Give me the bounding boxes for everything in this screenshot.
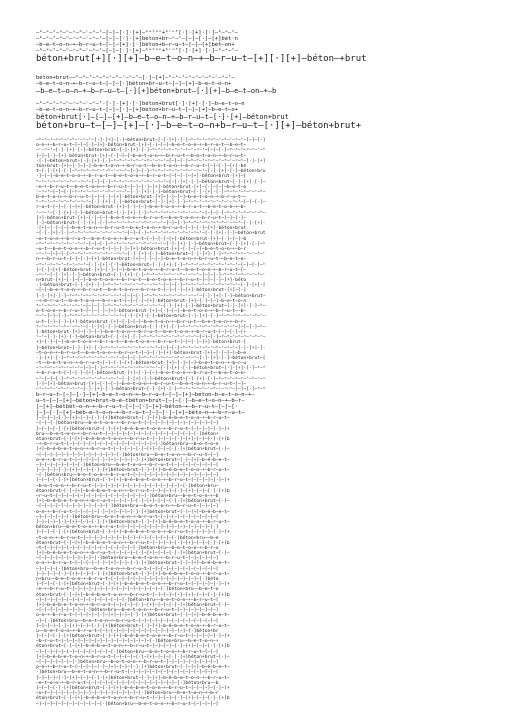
poem-line: ᵇ—ᵉ—ᵗ—ᵒ—ⁿ—⁺—ᵇ—ʳ—ᵘ—ᵗ—[·]·[+]·[·]—béton+brut—[·]·[+]·[·]—ᵇ—ᵉ—ᵗ—ᵒ—ⁿ—⁺—ᵇ—ʳ—ᵘ—ᵗ—[—]—[·]— [36,200,266,206]
poem-line: —+—b—r—u—t—[—]—[—]—[—]—[—]—[—]—[—]—[—]—[—]—[·]béton+bru——b—e—t—o—n [36,442,219,448]
poem-line: —ᵗ—[—]—[·]—ᵇ—ᵉ—ᵗ—ᵒ—ⁿ—⁺—ᵇ—ʳ—ᵘ—ᵗ—[·]·[+]·[·]—béton+brut—[·]·[+]·[·]—ᵇ—ᵉ—ᵗ—ᵒ—ⁿ—⁺—ᵇ—ʳ—ᵘ [36,376,266,382]
poem-line: ·]·[+]·[·]—ᵇ—ᵉ—ᵗ—ᵒ—ⁿ—⁺—ᵇ—ʳ—ᵘ—ᵗ—[—]—[·]—ᵇ—ᵉ—ᵗ—ᵒ—ⁿ—⁺—ᵇ—ʳ—ᵘ—ᵗ—[·]·[+]·[·]—béton+brut—[ [36,355,266,361]
poem-line: [+]—b—é—b—e—t—o—n—+—b—r—u—t—[—]—[—]—[·]—[+]—[—]—[·]·[+]béton+brut—[·]— [36,447,230,453]
poem-line: ]·béton+brut·[+]—[·]—[—]—b—e—t—o—n—+—b—r—u—t——b—e—t—o—n—+—b—r—u—t—[—]—[·]—[+ [36,329,247,335]
poem-line: o—n—+—b—r—u—t—[—]—[—]—[·]—[+]—[—]—[·]·[+]béton+brut—[·]—[+]—b—é—b—e—t— [36,509,230,515]
poem-line: [+]—b—é—b—e—t—o—n—+—b—r—u—t—[—]—[—]—[·]—[+]—[—]—[·]·[+]béton+brut—[·]— [36,654,230,660]
poem-line: ]—[—]—[·]·[+]béton+brut—[·]—[+]—b—é—b—e—t—o—n—+—b—r—u—t—[—]—[—]—[·]—[+ [36,426,230,432]
poem-line: —u—t——b—e—t—o—n—+—b—r—u—t—[—]—[·]—[+]·béton+brut·[+]—[·]—[—]—b—e—t—o—n—+—b—r [36,246,247,252]
poem-line: [+]·béton+brut·[+]—[·]—[—]—b—e—t—o—n—+—b—r—u—t——b—e—t—o—n—+—b—r—u—t—[—]—[·]— [36,215,247,221]
poem-line: béton+brut——ᵇ—ᵉ—ᵗ—ᵒ—ⁿ—⁺—ᵇ—ʳ—ᵘ—ᵗ—[·]—[+]—ᵇ—ᵉ—ᵗ—ᵒ—ⁿ—⁺—ᵇ—ʳ—ᵘ—ᵗ— [36,75,235,81]
poem-line: o—n—+—b—r—u—t—[—]—[·]—[+]·béton+brut·[+]—[·]—[—]—b—e—t—o—n—+—b—r—u—t——b—e—t— [36,143,247,149]
poem-line: [—]—[—]—[·]—[+]—[—]—[·]·[+]béton+brut—[·]—[+]—b—é—b—e—t—o—n—+—b—r—u—t— [36,468,230,474]
poem-line: ]—[—]—[·]·[+]béton+brut—[·]—[+]—b—é—b—e—t—o—n—+—b—r—u—t—[—]—[—]—[·]—[+ [36,582,230,588]
poem-line: —ᵇ—ᵉ—ᵗ—ᵒ—ⁿ—⁺—ᵇ—ʳ—ᵘ—ᵗ—[—]—[·]·[+]—ᵇᵉᵗᵒⁿ+ᵇʳᵘᵗ[·]·[+]·[·]—ᵇ—ᵉ—ᵗ— [36,48,238,54]
poem-line: —ᵘ—ᵗ—[·]·[+]·[·]—béton+brut—[·]·[+]·[·]—ᵇ—ᵉ—ᵗ—ᵒ—ⁿ—⁺—ᵇ—ʳ—ᵘ—ᵗ—[—]—[·]—ᵇ—ᵉ—ᵗ—ᵒ—ⁿ—⁺—ᵇ—ʳ [36,272,266,278]
poem-line: ]—[—]—[·]·[+]béton+brut—[·]—[+]—b—é—b—e—t—o—n—+—b—r—u—t—[—]—[—]—[·]—[+ [36,478,230,484]
poem-line: [+]—b—é—b—e—t—o—n—+—b—r—u—t—[—]—[—]—[·]—[+]—[—]—[·]·[+]béton+brut—[·]— [36,551,230,557]
poem-line: [—]—[—]—[·]—[+]—[—]—[·]·[+]béton+brut—[·]—[+]—b—é—b—e—t—o—n—+—b—r—u—t— [36,571,230,577]
poem-line: béton+bru—t—[—]—[+]—[·]—b—e—t—o—n+b—r—u—t—[·][+]—béton+brut+ [36,121,362,131]
poem-line: ·]—béton+brut—[·]·[+]·[·]—ᵇ—ᵉ—ᵗ—ᵒ—ⁿ—⁺—ᵇ—ʳ—ᵘ—ᵗ—[—]—[·]—ᵇ—ᵉ—ᵗ—ᵒ—ⁿ—⁺—ᵇ—ʳ—ᵘ—ᵗ—[·]·[+]·[ [36,283,266,289]
poem-line: ᵘ—ᵗ—[·]·[+]·[·]—béton+brut—[·]·[+]·[·]—ᵇ—ᵉ—ᵗ—ᵒ—ⁿ—⁺—ᵇ—ʳ—ᵘ—ᵗ—[—]—[·]—ᵇ—ᵉ—ᵗ—ᵒ—ⁿ—⁺—ᵇ—ʳ— [36,335,266,341]
poem-line: —t—o—n—+—b—r—u—t—[—]—[—]—[—]—[—]—[—]—[—]—[—]—[—]—[·]béton+bru——b—e [36,535,219,541]
poem-line: —+—b—r—u—t——b—e—t—o—n—+—b—r—u—t—[—]—[·]—[+]·béton+brut·[+]—[·]—[—]—b—e—t—o—n [36,298,247,304]
poem-line: u—t—[—]—[+]—béton+brut—b—é—tbéton+brut—[—]—[·]—b—e—t—o—n—+—b—r— [36,398,245,405]
poem-line: ]—[·]—[+]·béton+brut·[+]—[·]—[—]—b—e—t—o—n—+—b—r—u—t——b—e—t—o—n—+—b—r—u—t—[— [36,267,247,273]
poem-line: [·]·[+]·[·]—ᵇ—ᵉ—ᵗ—ᵒ—ⁿ—⁺—ᵇ—ʳ—ᵘ—ᵗ—[—]—[·]—ᵇ—ᵉ—ᵗ—ᵒ—ⁿ—⁺—ᵇ—ʳ—ᵘ—ᵗ—[·]·[+]·[·]—béton+brut— [36,293,266,299]
poem-line: —[—]—[—]—[—]—[·]béton+bru——b—e—t—o—n—+—b—r—u—t—[—]—[—]—[—]—[—]—[—] [36,660,219,665]
poem-line: —]—[—]—[—]—[—]—[·]béton+bru——b—e—t—o—n—+—b—r—u—t—[—]—[—]—[—]—[—]—[ [36,462,219,468]
poem-line: b—r—u—t—[—]—[·]—[+]—b—e—t—o—n—+—b—r—u—t—[—]—[+]—béton—b—e—t—o—n—+— [36,392,255,399]
poem-line: —n—+—b—r—u—t——b—e—t—o—n—+—b—r—u—t—[—]—[·]—[+]·béton+brut·[+]—[·]—[—]—b—e—t—o [36,184,247,190]
poem-line: b—e—t—o—n—+—b—r—u—t—[—]—[·]—[+]·béton+brut·[+]—[·]—[—]—b—e—t—o—n—+—b—r—u—t—— [36,195,247,201]
poem-line: —b—e—t—o—n—+—b—r—u—t—[—]—[—]—[—]—[—]—[—]—[—]—[—]—[—]—[·]béton+bru— [36,483,219,489]
poem-line: ]—[—]—[·]·[+]béton+brut—[·]—[+]—b—é—b—e—t—o—n—+—b—r—u—t—[—]—[—]—[·]—[+ [36,530,230,536]
poem-line: —t—o—n—+—b—r—u—t——b—e—t—o—n—+—b—r—u—t—[—]—[·]—[+]·béton+brut·[+]—[·]—[—]—b—e [36,350,247,356]
poem-line: —]—[—]—[—]—[·]béton+bru——b—e—t—o—n—+—b—r—u—t—[—]—[—]—[—]—[—]—[—]—[ [36,514,219,520]
poem-line: —ᵘ—ᵗ—[—]—[·]—ᵇ—ᵉ—ᵗ—ᵒ—ⁿ—⁺—ᵇ—ʳ—ᵘ—ᵗ—[·]·[+]·[·]—béton+brut—[·]·[+]·[·]—ᵇ—ᵉ—ᵗ—ᵒ—ⁿ—⁺—ᵇ—ʳ [36,252,266,258]
poem-line: —[—]—[—]—[—]—[—]—[—]—[—]—[—]—[·]béton+bru——b—e—t—o—n—+—b—r—u—t—[—] [36,452,219,458]
poem-line: [—]—[—]—[·]—[+]—[—]—[·]·[+]béton+brut—[·]—[+]—b—é—b—e—t—o—n—+—b—r—u—t— [36,623,230,629]
poem-line: [—]—[·]—[+]—béb—e—t—o—n—+—b—r—u—t—[—]—[·]—[+]—béto—n—+—b—r—u—t— [36,410,245,417]
poem-line: —ᵗ—ᵒ—ⁿ—⁺—ᵇ—ʳ—ᵘ—ᵗ—[·]·[+]·[·]—béton+brut—[·]·[+]·[·]—ᵇ—ᵉ—ᵗ—ᵒ—ⁿ—⁺—ᵇ—ʳ—ᵘ—ᵗ—[—]—[·]—ᵇ—ᵉ [36,387,266,392]
poem-line: —ᵇ—ᵉ—ᵗ—ᵒ—ⁿ—⁺—ᵇ—ʳ—ᵘ—ᵗ—[—]—[·]·[+]—ᵇᵉᵗᵒⁿ+ᵇʳᵘᵗ[·]·[+]·[·]—ᵇ—ᵉ—ᵗ— [36,30,238,36]
poem-line: u—t—[—]—[·]—[+]·béton+brut·[+]—[·]—[—]—b—e—t—o—n—+—b—r—u—t——b—e—t—o—n—+—b—r— [36,319,247,325]
poem-line: ·]—[—]—b—e—t—o—n—+—b—r—u—t——b—e—t—o—n—+—b—r—u—t—[—]—[·]—[+]·béton+brut·[+]—[ [36,174,247,180]
poem-line: bru——b—e—t—o—n—+—b—r—u—t—[—]—[—]—[—]—[—]—[—]—[—]—[—]—[—]—[·]béton+ [36,431,219,437]
poem-line: —]—[—]—[—]—[—]—[—]—[—]—[·]béton+bru——b—e—t—o—n—+—b—r—u—t—[—]—[—]—[ [36,701,219,707]
poem-line: +]—[·]—[—]—b—e—t—o—n—+—b—r—u—t——b—e—t—o—n—+—b—r—u—t—[—]—[·]—[+]·béton+brut·[ [36,340,247,346]
poem-line: —ᵉ—ᵗ—ᵒ—ⁿ—⁺—ᵇ—ʳ—ᵘ—ᵗ—[·]·[+]·[·]—béton+brut—[·]·[+]·[·]—ᵇ—ᵉ—ᵗ—ᵒ—ⁿ—⁺—ᵇ—ʳ—ᵘ—ᵗ—[—]—[·]—ᵇ [36,262,266,268]
poem-line: éton+brut—[·]—[+]—b—é—b—e—t—o—n—+—b—r—u—t—[—]—[—]—[·]—[+]—[—]—[·]·[+]b [36,540,230,546]
poem-line: r—u—t—[—]—[·]—[+]·béton+brut·[+]—[·]—[—]—b—e—t—o—n—+—b—r—u—t——b—e—t—o—n—+—b— [36,205,247,211]
poem-line: ]—béton+brut—[·]·[+]·[·]—ᵇ—ᵉ—ᵗ—ᵒ—ⁿ—⁺—ᵇ—ʳ—ᵘ—ᵗ—[—]—[·]—ᵇ—ᵉ—ᵗ—ᵒ—ⁿ—⁺—ᵇ—ʳ—ᵘ—ᵗ—[·]·[+]·[· [36,345,266,351]
poem-line: —]—[—]—[—]—[—]—[—]—[—]—[—]—[·]béton+bru——b—e—t—o—n—+—b—r—u—t—[—]—[ [36,649,219,655]
poem-line: —[—]—b—e—t—o—n—+—b—r—u—t——b—e—t—o—n—+—b—r—u—t—[—]—[·]—[+]·béton+brut·[+]—[·] [36,288,247,294]
poem-line: —]—[—]—[·]béton+bru——b—e—t—o—n—+—b—r—u—t—[—]—[—]—[—]—[—]—[—]—[—]—[ [36,566,219,572]
poem-line: u——b—e—t—o—n—+—b—r—u—t—[—]—[—]—[—]—[—]—[—]—[—]—[—]—[—]—[·]béton+br [36,628,219,634]
poem-line: ]—[—]—[·]·[+]béton+brut—[·]—[+]—b—é—b—e—t—o—n—+—b—r—u—t—[—]—[—]—[·]—[+ [36,685,230,691]
dense-text-block [36,138,476,707]
poem-line: [—]—[—]—[·]—[+]—[—]—[·]·[+]béton+brut—[·]—[+]—b—é—b—e—t—o—n—+—b—r—u—t— [36,519,230,525]
poem-line: béton+brut[+][·][+]—b—e—t—o—n—+—b—r—u—t—[+][·][+]—béton—+brut [36,54,367,64]
poem-line: —ᵗ—ᵒ—ⁿ—⁺—ᵇ—ʳ—ᵘ—ᵗ—[—]—[·]—ᵇ—ᵉ—ᵗ—ᵒ—ⁿ—⁺—ᵇ—ʳ—ᵘ—ᵗ—[·]·[+]·[·]—béton+brut—[·]·[+]·[·]—ᵇ—ᵉ [36,366,266,372]
poem-line: ᵉ—ᵗ—ᵒ—ⁿ—⁺—ᵇ—ʳ—ᵘ—ᵗ—[—]—[·]—ᵇ—ᵉ—ᵗ—ᵒ—ⁿ—⁺—ᵇ—ʳ—ᵘ—ᵗ—[·]·[+]·[·]—béton+brut—[·]·[+]·[·]—ᵇ— [36,304,266,309]
poem-line: [—]—[·]—[+]·béton+brut·[+]—[·]—[—]—b—e—t—o—n—+—b—r—u—t——b—e—t—o—n—+—b—r—u—t— [36,153,247,159]
poem-line: béton+bru——b—e—t—o—n—+—b—r—u—t—[—]—[—]—[—]—[—]—[—]—[—]—[—]—[—]—[·] [36,525,219,531]
poem-line: —[·]·[+]·[·]—ᵇ—ᵉ—ᵗ—ᵒ—ⁿ—⁺—ᵇ—ʳ—ᵘ—ᵗ—[—]—[·]—ᵇ—ᵉ—ᵗ—ᵒ—ⁿ—⁺—ᵇ—ʳ—ᵘ—ᵗ—[·]·[+]·[·]—béton+brut [36,231,266,237]
poem-line: —r—u—t—[—]—[—]—[—]—[—]—[—]—[—]—[—]—[—]—[·]béton+bru——b—e—t—o—n—+—b [36,494,219,499]
poem-line: —e—t—o—n—+—b—r—u—t——b—e—t—o—n—+—b—r—u—t—[—]—[·]—[+]·béton+brut·[+]—[·]—[—]—b [36,236,247,242]
poem-line: o—n—+—b—r—u—t—[—]—[—]—[·]—[+]—[—]—[·]·[+]béton+brut—[·]—[+]—b—é—b—e—t— [36,561,230,567]
poem-line: —ᵇ—ᵉ—ᵗ—ᵒ—ⁿ—⁺—ᵇ—ʳ—ᵘ—ᵗ—[—]—[·]·[+]béton+br—ᵘ—ᵗ—[—]—[·]—[+]bét·n [36,36,238,42]
poem-line: —b—e—t—o—n—+—b—r—u—t—[—]—[·]—[+]béton+br—u—t—[—]—[+]—b—e—t—o+ [36,107,238,113]
poem-line: n+bru——b—e—t—o—n—+—b—r—u—t—[—]—[—]—[—]—[—]—[—]—[—]—[—]—[—]—[·]béto [36,577,219,582]
poem-line: ton+brut·[+]—[·]—[—]—b—e—t—o—n—+—b—r—u—t——b—e—t—o—n—+—b—r—u—t—[—]—[·]—[+]·bé [36,163,247,169]
poem-line: o—n—+—b—r—u—t—[—]—[—]—[·]—[+]—[—]—[·]·[+]béton+brut—[·]—[+]—b—é—b—e—t— [36,457,230,463]
poem-line: —ʳ—ᵘ—ᵗ—[·]·[+]·[·]—béton+brut—[·]·[+]·[·]—ᵇ—ᵉ—ᵗ—ᵒ—ⁿ—⁺—ᵇ—ʳ—ᵘ—ᵗ—[—]—[·]—ᵇ—ᵉ—ᵗ—ᵒ—ⁿ—⁺—ᵇ [36,148,266,154]
poem-line: ʳ—ᵘ—ᵗ—[·]·[+]·[·]—béton+brut—[·]·[+]·[·]—ᵇ—ᵉ—ᵗ—ᵒ—ⁿ—⁺—ᵇ—ʳ—ᵘ—ᵗ—[—]—[·]—ᵇ—ᵉ—ᵗ—ᵒ—ⁿ—⁺—ᵇ— [36,210,266,216]
poem-line: ·[+]—[·]—[—]—b—e—t—o—n—+—b—r—u—t——b—e—t—o—n—+—b—r—u—t—[—]—[·]—[+]·béton+brut [36,226,247,232]
poem-line: —b—e—t—o—n—+—b—r—u—t—[·][+]béton+brut—[·][+]—b—e—t—on—+—b [36,87,277,95]
poem-line: ᵉ—ᵗ—ᵒ—ⁿ—⁺—ᵇ—ʳ—ᵘ—ᵗ—[·]·[+]·[·]—béton+brut—[·]·[+]·[·]—ᵇ—ᵉ—ᵗ—ᵒ—ⁿ—⁺—ᵇ—ʳ—ᵘ—ᵗ—[—]—[·]—ᵇ— [36,324,266,330]
poem-line: —b—e—t—o—n—+—b—r—u—t—[—]—[+]·[·]béton+b—r—u—t—[—]—[+]bét—on+ [36,42,235,48]
concrete-poem [36,30,476,707]
poem-line: o—n—+—b—r—u—t—[—]—[—]—[·]—[+]—[—]—[·]·[+]béton+brut—[·]—[+]—b—é—b—e—t— [36,613,230,619]
poem-line: —ᵉ—ᵗ—ᵒ—ⁿ—⁺—ᵇ—ʳ—ᵘ—ᵗ—[—]—[·]—ᵇ—ᵉ—ᵗ—ᵒ—ⁿ—⁺—ᵇ—ʳ—ᵘ—ᵗ—[·]·[+]·[·]—béton+brut—[·]·[+]·[·]—ᵇ [36,241,266,247]
poem-line: —]—[·]béton+bru——b—e—t—o—n—+—b—r—u—t—[—]—[—]—[—]—[—]—[—]—[—]—[—]—[ [36,618,219,624]
poem-line: —]—[—]—[—]—[—]—[—]—[—]—[—]—[—]—[·]béton+bru——b—e—t—o—n—+—b—r—u—t—[ [36,597,219,603]
poem-line: [+]—b—é—b—e—t—o—n—+—b—r—u—t—[—]—[—]—[·]—[+]—[—]—[·]·[+]béton+brut—[·]— [36,499,230,505]
poem-line: [·]—béton+brut—[·]·[+]·[·]—ᵇ—ᵉ—ᵗ—ᵒ—ⁿ—⁺—ᵇ—ʳ—ᵘ—ᵗ—[—]—[·]—ᵇ—ᵉ—ᵗ—ᵒ—ⁿ—⁺—ᵇ—ʳ—ᵘ—ᵗ—[·]·[+]· [36,221,266,226]
poem-line: [—]—[—]—[·]—[+]—[—]—[·]·[+]béton+brut—[·]—[+]—b—é—b—e—t—o—n—+—b—r—u—t— [36,675,230,681]
poem-line: —[—]—[—]—[—]—[—]—[·]béton+bru——b—e—t—o—n—+—b—r—u—t—[—]—[—]—[—]—[—] [36,608,219,614]
poem-line: —ᵇ—ᵉ—ᵗ—ᵒ—ⁿ—⁺—ᵇ—ʳ—ᵘ—ᵗ—[·]·[+]·[·]—béton+brut—[·]·[+]·[·]—ᵇ—ᵉ—ᵗ—ᵒ—ⁿ—⁺—ᵇ—ʳ—ᵘ—ᵗ—[—]—[·] [36,138,266,143]
poem-line: —ᵇ—ᵉ—ᵗ—ᵒ—ⁿ—⁺—ᵇ—ʳ—ᵘ—ᵗ·[·]·[+]·[·]béton+brut[·]·[+]·[·]—b—e—t—o—n [36,101,245,107]
poem-line: —n—+—b—r—u—t—[—]—[—]—[—]—[—]—[—]—[—]—[—]—[—]—[·]béton+bru——b—e—t—o [36,587,219,593]
poem-line: ʳ—ᵘ—ᵗ—[—]—[·]—ᵇ—ᵉ—ᵗ—ᵒ—ⁿ—⁺—ᵇ—ʳ—ᵘ—ᵗ—[·]·[+]·[·]—béton+brut—[·]·[+]·[·]—ᵇ—ᵉ—ᵗ—ᵒ—ⁿ—⁺—ᵇ— [36,189,266,195]
poem-line: —[·]béton+bru——b—e—t—o—n—+—b—r—u—t—[—]—[—]—[—]—[—]—[—]—[—]—[—]—[—] [36,473,219,479]
poem-line: t—[·]·[+]·[·]—ᵇ—ᵉ—ᵗ—ᵒ—ⁿ—⁺—ᵇ—ʳ—ᵘ—ᵗ—[—]—[·]—ᵇ—ᵉ—ᵗ—ᵒ—ⁿ—⁺—ᵇ—ʳ—ᵘ—ᵗ—[·]·[+]·[·]—béton+bru [36,169,266,175]
poem-line: ·[·]—béton+brut—[·]·[+]·[·]—ᵇ—ᵉ—ᵗ—ᵒ—ⁿ—⁺—ᵇ—ʳ—ᵘ—ᵗ—[—]—[·]—ᵇ—ᵉ—ᵗ—ᵒ—ⁿ—⁺—ᵇ—ʳ—ᵘ—ᵗ—[·]·[+] [36,158,266,164]
poem-line: —e—t—o—n—+—b—r—u—t—[—]—[—]—[—]—[—]—[—]—[—]—[—]—[—]—[·]béton+bru——b [36,680,219,686]
poem-line: n—+—b—r—u—t—[—]—[·]—[+]·béton+brut·[+]—[·]—[—]—b—e—t—o—n—+—b—r—u—t——b—e—t—o— [36,257,247,263]
poem-line: ᵘ—ᵗ—[—]—[·]—ᵇ—ᵉ—ᵗ—ᵒ—ⁿ—⁺—ᵇ—ʳ—ᵘ—ᵗ—[·]·[+]·[·]—béton+brut—[·]·[+]·[·]—ᵇ—ᵉ—ᵗ—ᵒ—ⁿ—⁺—ᵇ—ʳ— [36,314,266,320]
poem-line: ᵇ—ᵉ—ᵗ—ᵒ—ⁿ—⁺—ᵇ—ʳ—ᵘ—ᵗ—[—]—[·]—ᵇ—ᵉ—ᵗ—ᵒ—ⁿ—⁺—ᵇ—ʳ—ᵘ—ᵗ—[·]·[+]·[·]—béton+brut—[·]·[+]·[·]— [36,179,266,185]
poem-line: [+]—b—é—b—e—t—o—n—+—b—r—u—t—[—]—[—]—[·]—[+]—[—]—[·]·[+]béton+brut—[·]— [36,602,230,608]
poem-line: —[—]—[·]béton+bru——b—e—t—o—n—+—b—r—u—t—[—]—[—]—[—]—[—]—[—]—[—]—[—] [36,421,219,427]
poem-line: éton+brut—[·]—[+]—b—é—b—e—t—o—n—+—b—r—u—t—[—]—[—]—[·]—[+]—[—]—[·]·[+]b [36,488,230,494]
poem-line: —b—r—u—t—[—]—[—]—[—]—[—]—[—]—[—]—[—]—[—]—[·]béton+bru——b—e—t—o—n—+ [36,639,219,645]
poem-line: éton+brut—[·]—[+]—b—é—b—e—t—o—n—+—b—r—u—t—[—]—[—]—[·]—[+]—[—]—[·]·[+]b [36,436,230,442]
poem-line: ·]béton+bru——b—e—t—o—n—+—b—r—u—t—[—]—[—]—[—]—[—]—[—]—[—]—[—]—[—]—[ [36,670,219,676]
poem-line: o—n—+—b—r—u—t—[—]—[—]—[·]—[+]—[—]—[·]·[+]béton+brut—[·]—[+]—b—é—b—e—t— [36,665,230,671]
poem-line: —b—e—t—o—n—+—b—r—u—t—[—]—[·]béton+br—u—t—[—]—[+]—b—e—t—o—n+ [36,81,232,87]
poem-line: —[—]—[—]—[—]—[—]—[—]—[—]—[·]béton+bru——b—e—t—o—n—+—b—r—u—t—[—]—[—] [36,504,219,510]
poem-line: —t——b—e—t—o—n—+—b—r—u—t—[—]—[·]—[+]·béton+brut·[+]—[·]—[—]—b—e—t—o—n—+—b—r—u [36,361,247,367]
poem-line: éton+brut—[·]—[+]—b—é—b—e—t—o—n—+—b—r—u—t—[—]—[—]—[·]—[+]—[—]—[·]·[+]b [36,644,230,650]
poem-line: e—t—o—n—+—b—r—u—t—[—]—[·]—[+]·béton+brut·[+]—[·]—[—]—b—e—t—o—n—+—b—r—u—t——b— [36,309,247,315]
poem-line: éton+brut—[·]—[+]—b—é—b—e—t—o—n—+—b—r—u—t—[—]—[—]—[·]—[+]—[—]—[·]·[+]b [36,592,230,598]
poem-line: ]—[+]—bétbét—o—n—+—b—r—u—t—[—]—[·]—[+]—béton—+—b—r—u—t—[—]—[· [36,404,238,411]
poem-line: n+brut·[+]—[·]—[—]—b—e—t—o—n—+—b—r—u—t——b—e—t—o—n—+—b—r—u—t—[—]—[·]—[+]·béto [36,278,247,284]
poem-line: —[—]—[—]—[—]—[—]—[—]—[·]béton+bru——b—e—t—o—n—+—b—r—u—t—[—]—[—]—[—] [36,556,219,562]
poem-line: éton+brut—[·]—[+]—b—é—b—e—t—o—n—+—b—r—u—t—[—]—[—]—[·]—[+]—[—]—[·]·[+]b [36,696,230,702]
poem-line: [—]—[—]—[·]—[+]—[—]—[·]·[+]béton+brut—[·]—[+]—b—é—b—e—t—o—n—+—b—r—u—t— [36,416,230,422]
poem-line: —t—[—]—[—]—[—]—[—]—[—]—[—]—[—]—[—]—[·]béton+bru——b—e—t—o—n—+—b—r—u [36,545,219,551]
poem-line: béton+brut[·]—[—]—[+]—b—e—t—o—n—+—b—r—u—t—[·]·[+]—béton+brut [36,113,289,121]
poem-line: [·]—[+]·béton+brut·[+]—[·]—[—]—b—e—t—o—n—+—b—r—u—t——b—e—t—o—n—+—b—r—u—t—[—]— [36,381,247,387]
poem-line: ]—[—]—[·]·[+]béton+brut—[·]—[+]—b—é—b—e—t—o—n—+—b—r—u—t—[—]—[—]—[·]—[+ [36,634,230,640]
poem-line: —u—t—[—]—[—]—[—]—[—]—[—]—[—]—[—]—[—]—[·]béton+bru——b—e—t—o—n—+—b—r [36,691,219,697]
poem-line: +—b—r—u—t—[—]—[·]—[+]·béton+brut·[+]—[·]—[—]—b—e—t—o—n—+—b—r—u—t——b—e—t—o—n— [36,371,247,377]
